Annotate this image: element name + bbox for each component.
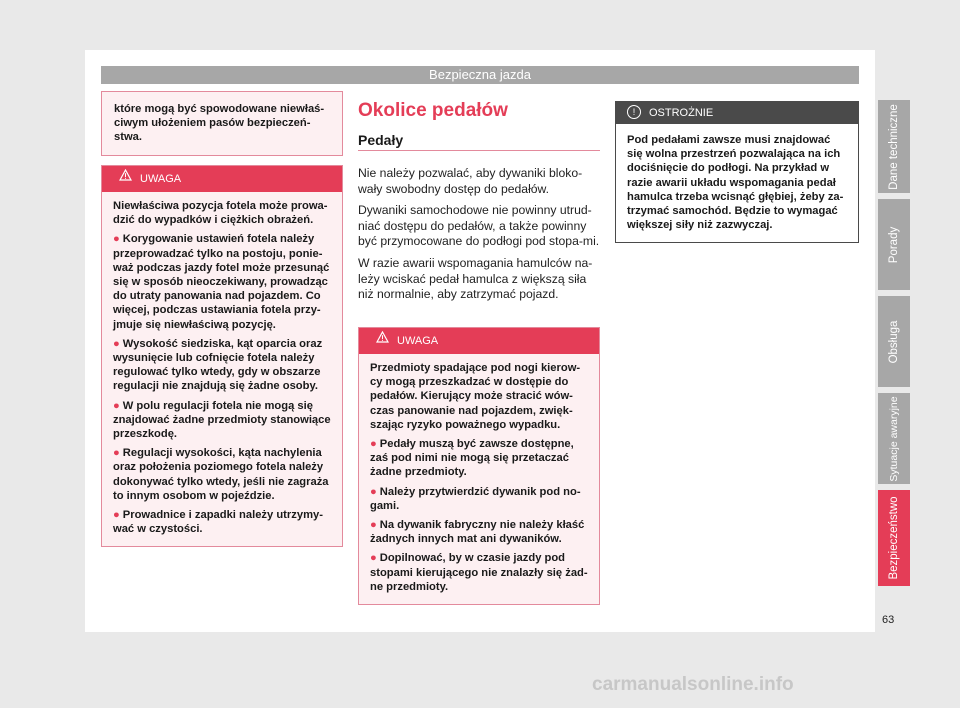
tab-porady[interactable]: Porady [878,199,910,290]
warning-bullet: ● Regulacji wysokości, kąta nachylenia oraz położenia poziomego fotela należy dokonywać tylko wtedy, jeśli nie zagraża to innym osobom w pojeździe. [113,447,329,502]
caution-header [616,102,858,124]
warning-triangle-icon [376,327,389,353]
body-text [358,166,602,309]
page-header: Bezpieczna jazda [101,66,859,84]
warning-header [102,166,342,192]
bullet-icon: ● [370,485,377,498]
warning-bullet: ● Wysokość siedziska, kąt oparcia oraz wysunięcie lub cofnięcie fotela należy regulować tylko wtedy, gdy w obszarze regulacji nie znajdują się żadne osoby. [113,337,323,393]
warning-bullet: ● W polu regulacji fotela nie mogą się znajdować żadne przedmioty stanowiące przeszkodę. [113,399,331,441]
warning-label: UWAGA [140,173,182,185]
warning-triangle-icon [119,165,132,191]
bullet-icon: ● [113,337,120,350]
subtitle-divider [358,150,600,151]
bullet-icon: ● [113,509,120,522]
warning-bullet: ● Pedały muszą być zawsze dostępne, zaś pod nimi nie mogą się przetaczać żadne przedmioty. [370,438,574,479]
warning-box-seat [101,165,343,547]
subsection-title: Pedały [358,132,404,148]
bullet-icon: ● [113,233,120,246]
caution-text: Pod pedałami zawsze musi znajdować się wolna przestrzeń pozwalająca na ich dociśnięcie do podłogi. Na przykład w razie awarii układu wspomagania pedał hamulca trzeba wcisnąć głębiej, żeby za-trzymać samochód. Będzie to wymagać większej siły niż zazwyczaj. [627,134,844,232]
continued-warning-box [101,91,343,156]
warning-bullet: ● Prowadnice i zapadki należy utrzymy-wać w czystości. [113,509,323,536]
warning-bullet: ● Korygowanie ustawień fotela należy przeprowadzać tylko na postoju, ponie-waż podczas jazdy fotel może przesunąć się w sposób nieoczekiwany, prowadząc do utraty panowania nad pojazdem. Co więcej, podczas ustawiania fotela przy-jmuje się niewłaściwą pozycję. [113,233,330,331]
caution-label: OSTROŻNIE [649,107,714,119]
paragraph: Nie należy pozwalać, aby dywaniki bloko-wały swobodny dostęp do pedałów. [358,166,583,196]
bullet-icon: ● [113,399,120,412]
warning-box-pedals [358,327,600,605]
warning-label: UWAGA [397,335,439,347]
warning-intro: Niewłaściwa pozycja fotela może prowa-dzić do wypadków i ciężkich obrażeń. [113,200,328,227]
warning-bullet: ● Na dywanik fabryczny nie należy kłaść żadnych innych mat ani dywaników. [370,519,585,546]
warning-bullet: ● Należy przytwierdzić dywanik pod no-gami. [370,485,581,512]
bullet-icon: ● [370,552,377,565]
tab-sytuacje-awaryjne[interactable]: Sytuacje awaryjne [878,393,910,484]
paragraph: W razie awarii wspomagania hamulców na-leży wciskać pedał hamulca z większą siła niż normalnie, aby zatrzymać pojazd. [358,255,593,302]
section-title: Okolice pedałów [358,100,508,121]
warning-bullet: ● Dopilnować, by w czasie jazdy pod stopami kierującego nie znalazły się żad-ne przedmioty. [370,552,588,593]
caution-box [615,101,859,243]
info-circle-icon: ! [627,105,641,119]
bullet-icon: ● [370,519,377,532]
tab-dane-techniczne[interactable]: Dane techniczne [878,100,910,193]
warning-header [359,328,599,354]
tab-bezpieczenstwo[interactable]: Bezpieczeństwo [878,490,910,586]
bullet-icon: ● [113,447,120,460]
page-number: 63 [882,614,895,626]
bullet-icon: ● [370,438,377,451]
tab-obsluga[interactable]: Obsługa [878,296,910,387]
warning-intro: Przedmioty spadające pod nogi kierow-cy mogą przeszkadzać w dostępie do pedałów. Kierujący może stracić wów-czas panowanie nad pojazdem, zwięk-szając ryzyko poważnego wypadku. [370,362,581,431]
continued-text: które mogą być spowodowane niewłaś-ciwym ułożeniem pasów bezpieczeń-stwa. [114,103,325,144]
watermark: carmanualsonline.info [592,674,794,695]
paragraph: Dywaniki samochodowe nie powinny utrud-niać dostępu do pedałów, a także powinny być przymocowane do podłogi pod stopa-mi. [358,203,600,249]
